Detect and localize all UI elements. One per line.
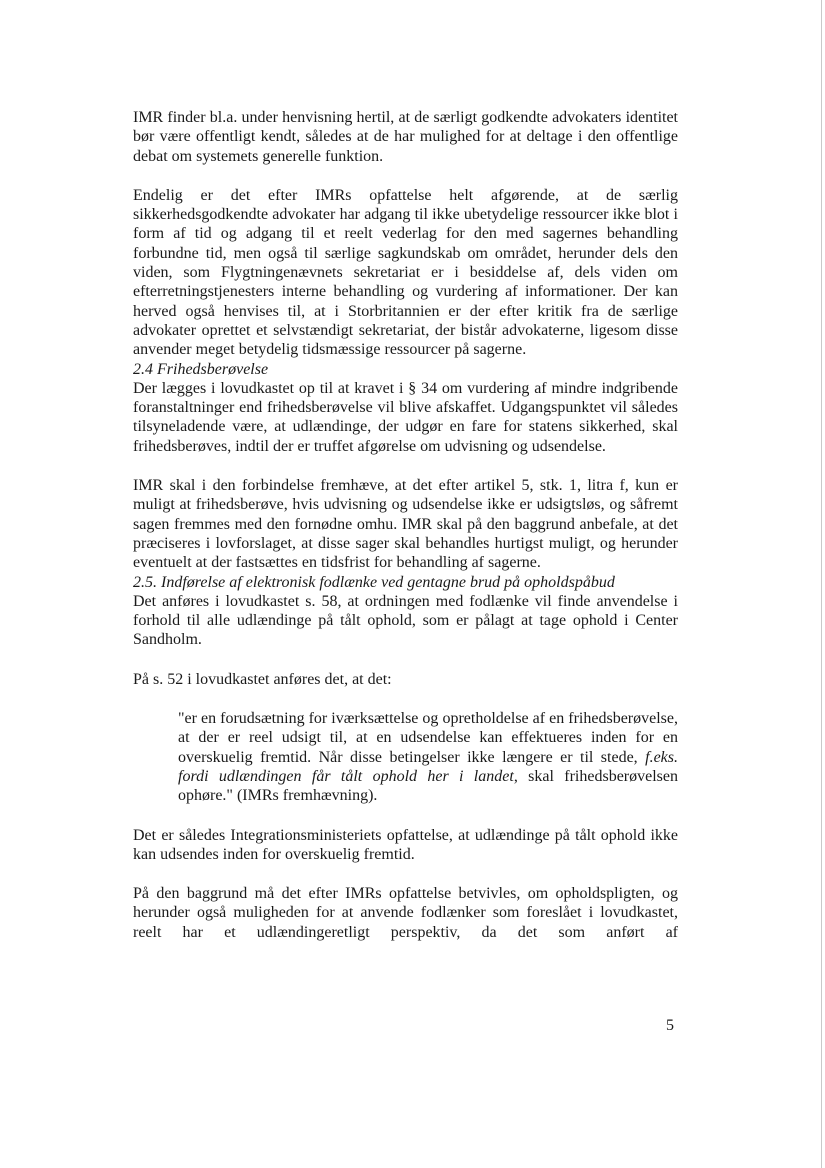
paragraph-7: Det er således Integrationsministeriets opfattelse, at udlændinge på tålt ophold ikke kan udsendes inden for overskuelig fremtid. bbox=[133, 826, 678, 863]
paragraph-2: Endelig er det efter IMRs opfattelse helt afgørende, at de særlig sikkerhedsgodkendte advokater har adgang til ikke ubetydelige ressourcer ikke blot i form af tid og adgang til et reelt vederlag for den med sagernes behandling forbundne tid, men også til særlige sagkundskab om området, herunder dels den viden, som Flygtningenævnets sekretariat er i besiddelse af, dels viden om efterretningstjenesters interne behandling og vurdering af informationer. Der kan herved også henvises til, at i Storbritannien er der efter kritik fra de særlige advokater oprettet et selvstændigt sekretariat, der bistår advokaterne, ligesom disse anvender meget betydelig tidsmæssige ressourcer på sagerne. bbox=[133, 186, 678, 359]
paragraph-8: På den baggrund må det efter IMRs opfattelse betvivles, om opholdspligten, og herunder også muligheden for at anvende fodlænker som foreslået i lovudkastet, reelt har et udlændingeretligt perspektiv, da det som anført af bbox=[133, 885, 678, 941]
section-heading-2-4: 2.4 Frihedsberøvelse bbox=[133, 360, 269, 378]
quote-part-b: , skal frihedsberøvelsen ophøre." (IMRs fremhævning). bbox=[178, 767, 679, 805]
quote-text bbox=[178, 709, 678, 805]
block-quote bbox=[178, 709, 678, 805]
quote-part-a: "er en forudsætning for iværksættelse og opretholdelse af en frihedsberøvelse, at der er reel udsigt til, at en udsendelse kan effektueres inden for en overskuelig fremtid. Når disse betingelser ikke længere er til stede, bbox=[178, 710, 678, 766]
paragraph-6: På s. 52 i lovudkastet anføres det, at det: bbox=[133, 670, 392, 688]
section-heading-2-5: 2.5. Indførelse af elektronisk fodlænke ved gentagne brud på opholdspåbud bbox=[133, 573, 615, 591]
paragraph-3: Der lægges i lovudkastet op til at kravet i § 34 om vurdering af mindre indgribende foranstaltninger end frihedsberøvelse vil blive afskaffet. Udgangspunktet vil således tilsyneladende være, at udlændinge, der udgør en fare for statens sikkerhed, skal frihedsberøves, indtil der er truffet afgørelse om udvisning og udsendelse. bbox=[133, 379, 678, 455]
quote-italic-emphasis: f.eks. fordi udlændingen får tålt ophold her i landet bbox=[178, 748, 678, 785]
page-edge-line bbox=[821, 0, 822, 1168]
paragraph-5: Det anføres i lovudkastet s. 58, at ordningen med fodlænke vil finde anvendelse i forhold til alle udlændinge på tålt ophold, som er pålagt at tage ophold i Center Sandholm. bbox=[133, 592, 678, 649]
paragraph-4: IMR skal i den forbindelse fremhæve, at det efter artikel 5, stk. 1, litra f, kun er muligt at frihedsberøve, hvis udvisning og udsendelse ikke er udsigtsløs, og såfremt sagen fremmes med den fornødne omhu. IMR skal på den baggrund anbefale, at det præciseres i lovforslaget, at disse sager skal behandles hurtigst muligt, og herunder eventuelt at der fastsættes en tidsfrist for behandling af sagerne. bbox=[133, 477, 678, 572]
document-body bbox=[133, 108, 678, 942]
page-number: 5 bbox=[666, 1017, 674, 1034]
paragraph-1: IMR finder bl.a. under henvisning hertil, at de særligt godkendte advokaters identitet bør være offentligt kendt, således at de har mulighed for at deltage i den offentlige debat om systemets generelle funktion. bbox=[133, 109, 678, 165]
